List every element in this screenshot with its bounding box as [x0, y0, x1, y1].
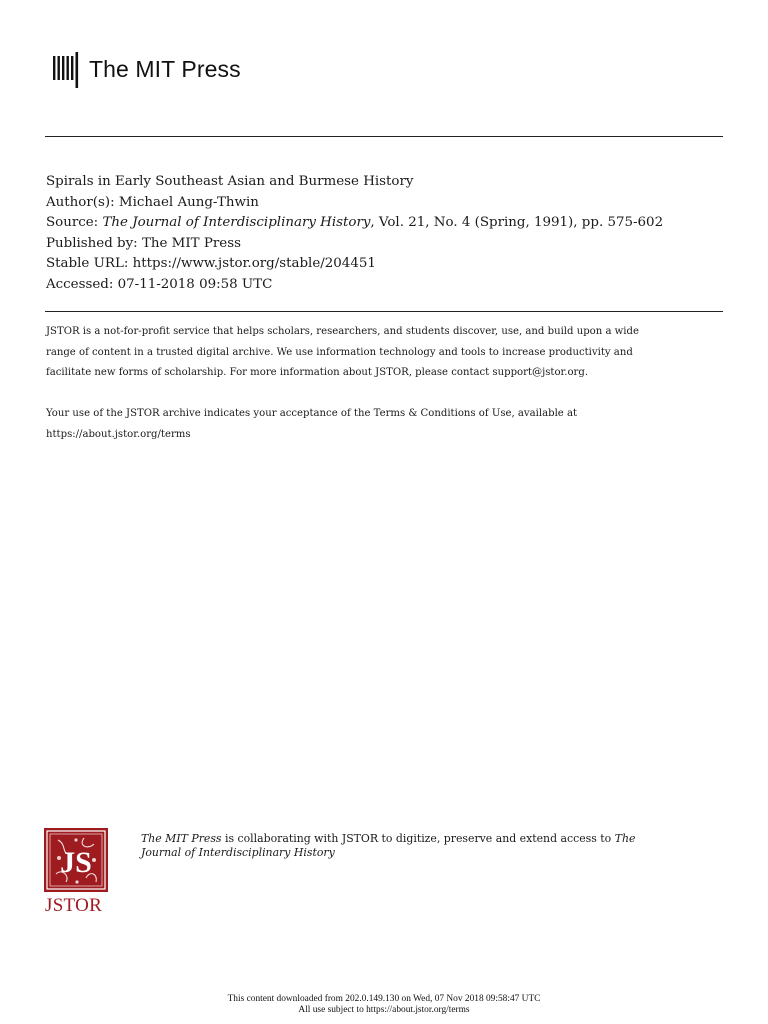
- notice-line-2: range of content in a trusted digital archive. We use information technology and tools to increase productivity and: [46, 346, 633, 358]
- mit-press-logo: [53, 52, 241, 88]
- terms-link[interactable]: https://about.jstor.org/terms: [46, 428, 191, 440]
- publisher-name: The MIT Press: [89, 55, 241, 82]
- terms-line-1: Your use of the JSTOR archive indicates your acceptance of the Terms & Conditions of Use, available at: [46, 408, 578, 420]
- jstor-logo: [44, 828, 108, 917]
- jstor-seal-icon: [44, 828, 108, 892]
- author-label: Author(s):: [46, 194, 115, 210]
- collab-text: is collaborating with JSTOR to digitize, preserve and extend access to: [221, 832, 615, 845]
- published-by-value: The MIT Press: [141, 235, 241, 251]
- author-name: Michael Aung-Thwin: [118, 194, 259, 210]
- collab-publisher: The MIT Press: [141, 832, 222, 845]
- accessed-line: [46, 275, 736, 296]
- collab-journal-part-1: The: [614, 832, 636, 845]
- notice-line-3: facilitate new forms of scholarship. For more information about JSTOR, please contact support@jstor.org.: [46, 367, 589, 379]
- published-by-line: [46, 234, 736, 255]
- article-title: Spirals in Early Southeast Asian and Burmese History: [46, 174, 414, 189]
- article-metadata: [46, 172, 736, 296]
- notice-line-1: JSTOR is a not-for-profit service that helps scholars, researchers, and students discover, use, and build upon a wide: [46, 326, 639, 337]
- accessed-label: Accessed:: [46, 276, 114, 292]
- collaboration-statement: [141, 832, 701, 859]
- accessed-value: 07-11-2018 09:58 UTC: [117, 276, 273, 292]
- top-divider: [45, 136, 723, 137]
- jstor-notice: [46, 322, 726, 446]
- source-line: [46, 213, 736, 234]
- download-footer: [0, 994, 768, 1016]
- source-details: , Vol. 21, No. 4 (Spring, 1991), pp. 575-602: [370, 215, 664, 231]
- author-line: [46, 193, 736, 214]
- mit-press-bars-icon: [53, 52, 81, 88]
- stable-url-line: [46, 254, 736, 275]
- jstor-wordmark: JSTOR: [45, 895, 103, 916]
- footer-line-2: All use subject to https://about.jstor.org/terms: [298, 1004, 470, 1015]
- jstor-seal-letters: JS: [60, 846, 92, 879]
- collab-journal-part-2: Journal of Interdisciplinary History: [141, 845, 335, 859]
- notice-paragraph: [46, 322, 726, 384]
- stable-url-label: Stable URL:: [46, 256, 129, 272]
- published-by-label: Published by:: [46, 235, 138, 251]
- footer-line-1: This content downloaded from 202.0.149.130 on Wed, 07 Nov 2018 09:58:47 UTC: [227, 994, 541, 1004]
- middle-divider: [45, 311, 723, 312]
- terms-paragraph: [46, 404, 726, 445]
- source-label: Source:: [46, 215, 99, 231]
- stable-url-link[interactable]: https://www.jstor.org/stable/204451: [132, 256, 376, 272]
- journal-title: The Journal of Interdisciplinary History: [102, 215, 371, 231]
